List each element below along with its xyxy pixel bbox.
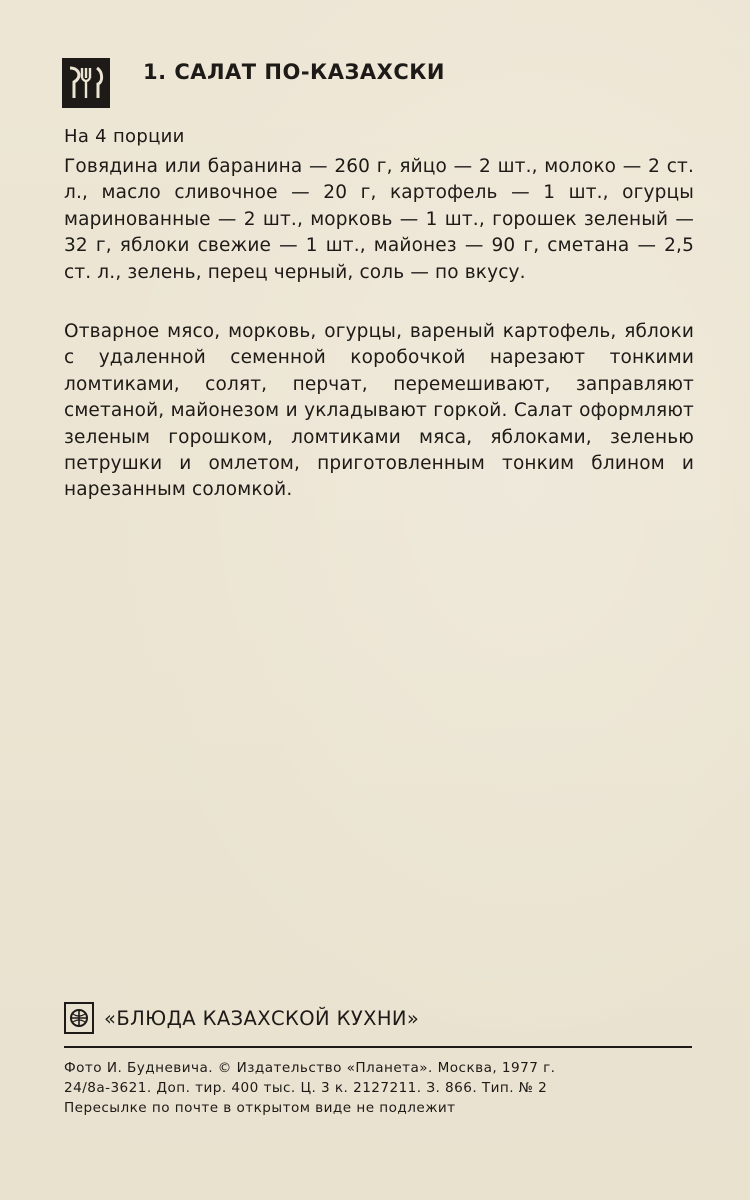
recipe-title: 1. САЛАТ ПО-КАЗАХСКИ [143, 60, 445, 84]
series-title: «БЛЮДА КАЗАХСКОЙ КУХНИ» [104, 1006, 420, 1030]
imprint-line-1: Фото И. Будневича. © Издательство «Планета». Москва, 1977 г. [64, 1060, 556, 1076]
planeta-logo-icon [64, 1002, 94, 1034]
recipe-portions: На 4 порции [64, 126, 185, 147]
series-footer [64, 1002, 419, 1034]
footer-divider [64, 1046, 692, 1048]
recipe-header [62, 58, 445, 108]
recipe-ingredients: Говядина или баранина — 260 г, яйцо — 2 шт., молоко — 2 ст. л., масло сливочное — 20 г, картофель — 1 шт., огурцы маринованные — 2 шт., морковь — 1 шт., горошек зеленый — 32 г, яблоки свежие — 1 шт., майонез — 90 г, сметана — 2,5 ст. л., зелень, перец черный, соль — по вкусу. [64, 156, 694, 283]
cutlery-icon [62, 58, 110, 108]
imprint-line-2: 24/8а-3621. Доп. тир. 400 тыс. Ц. 3 к. 2127211. З. 866. Тип. № 2 [64, 1080, 548, 1096]
recipe-preparation: Отварное мясо, морковь, огурцы, вареный картофель, яблоки с удаленной семенной коробочкой нарезают тонкими ломтиками, солят, перчат, перемешивают, заправляют сметаной, майонезом и укладывают горкой. Салат оформляют зеленым горошком, ломтиками мяса, яблоками, зеленью петрушки и омлетом, приготовленным тонким блином и нарезанным соломкой. [64, 321, 694, 501]
imprint-line-3: Пересылке по почте в открытом виде не подлежит [64, 1100, 456, 1116]
